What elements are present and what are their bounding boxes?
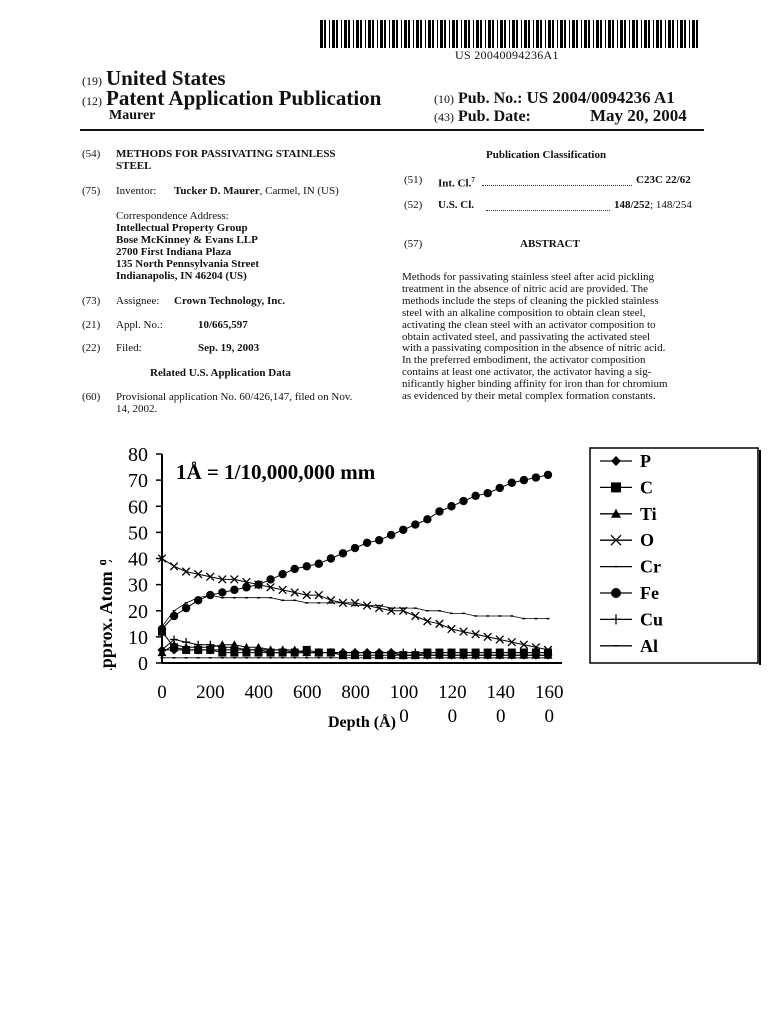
- barcode-bar: [377, 20, 378, 48]
- barcode-bar: [617, 20, 618, 48]
- legend-marker: [611, 588, 621, 598]
- abstract-body: [402, 272, 702, 403]
- data-point: [423, 515, 431, 523]
- abstract-line: activating the clean steel with an activator composition to: [402, 318, 656, 331]
- barcode-bar: [356, 20, 359, 48]
- barcode-bar: [344, 20, 347, 48]
- legend-label: O: [640, 530, 655, 551]
- barcode-bar: [401, 20, 402, 48]
- barcode-bar: [504, 20, 506, 48]
- inventor-name: Tucker D. Maurer: [174, 185, 260, 197]
- barcode-bar: [425, 20, 426, 48]
- data-point: [266, 575, 274, 583]
- abstract-line: steel with an alkaline composition to obtain clean steel,: [402, 306, 646, 319]
- barcode-bar: [336, 20, 338, 48]
- correspondence-line: 2700 First Indiana Plaza: [116, 246, 232, 258]
- data-point: [508, 479, 516, 487]
- barcode-bar: [461, 20, 462, 48]
- intcl-value: C23C 22/62: [636, 174, 691, 186]
- barcode-bar: [540, 20, 542, 48]
- intcl-label: [438, 174, 475, 191]
- barcode: [320, 20, 702, 50]
- barcode-bar: [564, 20, 566, 48]
- barcode-bar: [329, 20, 330, 48]
- assignee-code: (73): [82, 295, 101, 307]
- abstract-line: with a passivating composition in the absence of nitric acid.: [402, 342, 666, 355]
- barcode-bar: [324, 20, 326, 48]
- barcode-bar: [492, 20, 494, 48]
- correspondence-line: Bose McKinney & Evans LLP: [116, 234, 258, 246]
- y-tick-label: 0: [138, 653, 148, 675]
- data-point: [254, 580, 262, 588]
- data-point: [447, 502, 455, 510]
- barcode-bar: [456, 20, 458, 48]
- barcode-bar: [600, 20, 602, 48]
- barcode-bar: [437, 20, 438, 48]
- barcode-bar: [689, 20, 690, 48]
- abstract-line: methods include the steps of cleaning the pickled stainless: [402, 294, 659, 307]
- uscl-secondary: ; 148/254: [650, 199, 692, 211]
- data-point: [496, 484, 504, 492]
- barcode-bar: [536, 20, 539, 48]
- barcode-bar: [605, 20, 606, 48]
- x-tick-label: 600: [292, 682, 322, 703]
- data-point: [508, 638, 516, 646]
- data-point: [206, 573, 214, 581]
- barcode-bar: [644, 20, 647, 48]
- data-point: [484, 633, 492, 641]
- data-point: [182, 638, 190, 646]
- data-point: [327, 554, 335, 562]
- pub-class-heading: Publication Classification: [486, 149, 607, 161]
- data-point: [339, 549, 347, 557]
- y-tick-label: 30: [128, 574, 148, 597]
- series-line: [162, 595, 548, 626]
- barcode-bar: [641, 20, 642, 48]
- pub-no-label: Pub. No.:: [458, 90, 523, 107]
- series-cu: [158, 635, 552, 656]
- barcode-bar: [488, 20, 491, 48]
- abstract-line: obtain activated steel, and passivating the activated steel: [402, 330, 651, 343]
- barcode-bar: [416, 20, 419, 48]
- appl-label: Appl. No.:: [116, 319, 163, 331]
- barcode-bar: [368, 20, 371, 48]
- legend: [590, 448, 760, 665]
- barcode-bar: [593, 20, 594, 48]
- barcode-bar: [608, 20, 611, 48]
- barcode-bar: [548, 20, 551, 48]
- code-43: (43): [434, 110, 454, 124]
- publication-number-top: US 20040094236A1: [455, 48, 559, 62]
- data-point: [483, 489, 491, 497]
- intcl-leader: [482, 176, 632, 186]
- y-tick-label: 80: [128, 444, 148, 466]
- barcode-bar: [320, 20, 323, 48]
- barcode-bar: [668, 20, 671, 48]
- barcode-bar: [560, 20, 563, 48]
- inventor-location: , Carmel, IN (US): [259, 185, 339, 197]
- title-line-1: METHODS FOR PASSIVATING STAINLESS: [116, 148, 336, 160]
- y-tick-label: 60: [128, 496, 148, 519]
- inventor-code: (75): [82, 185, 101, 197]
- x-tick-label-continued: 0: [399, 706, 409, 727]
- filed-code: (22): [82, 342, 101, 354]
- barcode-bar: [569, 20, 570, 48]
- barcode-bar: [365, 20, 366, 48]
- barcode-bar: [332, 20, 335, 48]
- barcode-bar: [473, 20, 474, 48]
- barcode-bar: [696, 20, 698, 48]
- uscl-label: U.S. Cl.: [438, 199, 475, 211]
- barcode-bar: [516, 20, 518, 48]
- code-10: (10): [434, 92, 454, 106]
- barcode-bar: [521, 20, 522, 48]
- x-tick-label: 100: [389, 682, 419, 703]
- barcode-bar: [665, 20, 666, 48]
- barcode-bar: [509, 20, 510, 48]
- barcode-bar: [584, 20, 587, 48]
- barcode-bar: [372, 20, 374, 48]
- barcode-bar: [680, 20, 683, 48]
- barcode-bar: [353, 20, 354, 48]
- data-point: [291, 589, 299, 597]
- x-tick-label-continued: 0: [447, 706, 458, 727]
- appl-no: 10/665,597: [198, 319, 248, 331]
- barcode-bar: [684, 20, 686, 48]
- uscl-primary: 148/252: [614, 199, 651, 211]
- series-o: [158, 555, 552, 654]
- abstract-line: nificantly higher binding affinity for iron than for chromium: [402, 378, 668, 391]
- legend-label: Cr: [640, 556, 661, 577]
- pub-date-label: Pub. Date:: [458, 108, 531, 125]
- data-point: [472, 630, 480, 638]
- related-heading: Related U.S. Application Data: [150, 367, 291, 379]
- inventor-label: Inventor:: [116, 185, 157, 197]
- title-line-2: STEEL: [116, 160, 152, 172]
- scale-annotation: 1Å = 1/10,000,000 mm: [176, 460, 376, 484]
- data-point: [435, 507, 443, 515]
- legend-marker: [611, 482, 621, 492]
- barcode-bar: [408, 20, 410, 48]
- appl-code: (21): [82, 319, 101, 331]
- intcl-superscript: 7: [471, 176, 475, 184]
- data-point: [194, 596, 202, 604]
- barcode-bar: [428, 20, 431, 48]
- pub-number-line: [434, 88, 675, 108]
- barcode-bar: [432, 20, 434, 48]
- legend-label: Fe: [640, 583, 659, 603]
- legend-label: Al: [640, 635, 658, 656]
- data-point: [279, 586, 287, 594]
- barcode-bar: [677, 20, 678, 48]
- barcode-bar: [485, 20, 486, 48]
- data-point: [387, 531, 395, 539]
- barcode-bar: [648, 20, 650, 48]
- barcode-bar: [533, 20, 534, 48]
- code-12: (12): [82, 94, 102, 108]
- data-point: [471, 492, 479, 500]
- y-tick-label: 40: [128, 548, 148, 571]
- abstract-line: as evidenced by their metal complex formation constants.: [402, 390, 656, 403]
- data-point: [532, 473, 540, 481]
- x-tick-label: 200: [196, 682, 225, 703]
- correspondence-line: Indianapolis, IN 46204 (US): [116, 270, 247, 282]
- legend-label: P: [640, 451, 651, 471]
- barcode-bar: [576, 20, 578, 48]
- filed-date: Sep. 19, 2003: [198, 342, 260, 354]
- pub-date: May 20, 2004: [590, 106, 687, 125]
- barcode-bar: [545, 20, 546, 48]
- barcode-bar: [500, 20, 503, 48]
- correspondence-line: 135 North Pennsylvania Street: [116, 258, 260, 270]
- x-tick-label-continued: 0: [496, 706, 506, 727]
- barcode-bar: [557, 20, 558, 48]
- barcode-bar: [389, 20, 390, 48]
- barcode-bar: [596, 20, 599, 48]
- uscl-leader: [486, 201, 610, 211]
- pub-no: US 2004/0094236 A1: [526, 88, 675, 107]
- data-point: [278, 570, 286, 578]
- barcode-bar: [464, 20, 467, 48]
- provisional-line-2: 14, 2002.: [116, 403, 158, 415]
- provisional-code: (60): [82, 391, 101, 403]
- y-axis-label-svg: [90, 560, 120, 670]
- series-layer: [158, 471, 553, 660]
- x-tick-label: 140: [486, 682, 516, 703]
- legend-label: C: [640, 477, 653, 498]
- document-type: Patent Application Publication: [106, 86, 382, 110]
- data-point: [170, 612, 178, 620]
- abstract-line: In the preferred embodiment, the activator composition: [402, 354, 646, 367]
- correspondence-label: Correspondence Address:: [116, 210, 229, 222]
- data-point: [399, 526, 407, 534]
- data-point: [170, 563, 178, 571]
- data-point: [351, 544, 359, 552]
- abstract-code: (57): [404, 238, 423, 250]
- barcode-bar: [440, 20, 443, 48]
- assignee-label: Assignee:: [116, 295, 160, 307]
- legend-label: Cu: [640, 609, 664, 630]
- y-tick-label: 20: [128, 600, 148, 623]
- data-point: [436, 620, 444, 628]
- data-point: [242, 583, 250, 591]
- barcode-bar: [572, 20, 575, 48]
- series-cr: [161, 595, 550, 626]
- data-point: [315, 560, 323, 568]
- barcode-bar: [360, 20, 362, 48]
- barcode-bar: [468, 20, 470, 48]
- header-rule: [80, 129, 704, 131]
- code-19: (19): [82, 74, 102, 88]
- data-point: [520, 641, 528, 649]
- filed-label: Filed:: [116, 342, 142, 354]
- data-point: [544, 471, 552, 479]
- inventor-surname: Maurer: [109, 108, 156, 123]
- uscl-code: (52): [404, 199, 423, 211]
- barcode-bar: [528, 20, 530, 48]
- barcode-bar: [660, 20, 662, 48]
- data-point: [412, 612, 420, 620]
- barcode-bar: [620, 20, 623, 48]
- assignee: Crown Technology, Inc.: [174, 295, 286, 307]
- barcode-bar: [413, 20, 414, 48]
- pub-date-line: [434, 108, 531, 126]
- data-point: [158, 625, 166, 633]
- barcode-bar: [588, 20, 590, 48]
- data-point: [459, 497, 467, 505]
- barcode-bar: [512, 20, 515, 48]
- barcode-bar: [404, 20, 407, 48]
- data-point: [303, 562, 311, 570]
- intcl-code: (51): [404, 174, 423, 186]
- data-point: [218, 588, 226, 596]
- barcode-bar: [629, 20, 630, 48]
- x-tick-label: 120: [438, 682, 467, 703]
- barcode-bar: [392, 20, 395, 48]
- series-fe: [158, 471, 552, 634]
- data-point: [375, 536, 383, 544]
- barcode-bar: [636, 20, 638, 48]
- barcode-bar: [581, 20, 582, 48]
- barcode-bar: [624, 20, 626, 48]
- x-tick-label-continued: 0: [544, 706, 554, 727]
- barcode-bar: [396, 20, 398, 48]
- series-line: [162, 559, 548, 650]
- legend-frame: [590, 448, 758, 663]
- y-tick-label: 10: [128, 626, 148, 649]
- inventor-entry: [174, 185, 339, 198]
- data-point: [290, 565, 298, 573]
- abstract-line: treatment in the absence of nitric acid are provided. The: [402, 282, 648, 295]
- data-point: [194, 570, 202, 578]
- correspondence-line: Intellectual Property Group: [116, 222, 248, 234]
- data-point: [182, 604, 190, 612]
- data-point: [411, 520, 419, 528]
- title-code: (54): [82, 148, 101, 160]
- abstract-heading: ABSTRACT: [520, 238, 580, 250]
- barcode-bar: [384, 20, 386, 48]
- y-axis-label: Approx. Atom %: [96, 560, 116, 670]
- y-axis-label-wrap: [90, 560, 120, 670]
- data-point: [424, 617, 432, 625]
- y-tick-labels: [128, 444, 148, 675]
- barcode-bar: [653, 20, 654, 48]
- data-point: [520, 476, 528, 484]
- barcode-bar: [632, 20, 635, 48]
- barcode-bar: [552, 20, 554, 48]
- y-tick-label: 70: [128, 470, 148, 493]
- barcode-bar: [692, 20, 695, 48]
- barcode-bar: [672, 20, 674, 48]
- y-tick-label: 50: [128, 522, 148, 545]
- barcode-bar: [476, 20, 479, 48]
- legend-label: Ti: [640, 503, 657, 524]
- data-point: [267, 583, 275, 591]
- barcode-bar: [480, 20, 482, 48]
- abstract-line: Methods for passivating stainless steel after acid pickling: [402, 271, 655, 283]
- data-point: [363, 539, 371, 547]
- barcode-bar: [380, 20, 383, 48]
- uscl-value: [614, 199, 692, 212]
- data-point: [206, 591, 214, 599]
- x-tick-label: 160: [534, 682, 564, 703]
- barcode-bar: [341, 20, 342, 48]
- abstract-line: contains at least one activator, the activator having a sig-: [402, 366, 652, 379]
- barcode-bar: [348, 20, 350, 48]
- data-point: [448, 625, 456, 633]
- barcode-bar: [452, 20, 455, 48]
- country: United States: [106, 66, 226, 90]
- barcode-bar: [524, 20, 527, 48]
- x-tick-label: 400: [244, 682, 274, 703]
- intcl-label-text: Int. Cl.: [438, 177, 472, 190]
- data-point: [460, 628, 468, 636]
- data-point: [230, 586, 238, 594]
- x-tick-label: 0: [157, 682, 167, 703]
- data-point: [182, 568, 190, 576]
- barcode-bar: [612, 20, 614, 48]
- barcode-bar: [497, 20, 498, 48]
- provisional-line-1: Provisional application No. 60/426,147, filed on Nov.: [116, 391, 353, 403]
- data-point: [496, 636, 504, 644]
- x-axis-label: Depth (Å): [328, 714, 396, 731]
- barcode-bar: [449, 20, 450, 48]
- barcode-bar: [420, 20, 422, 48]
- x-tick-label: 800: [341, 682, 370, 703]
- barcode-bar: [656, 20, 659, 48]
- barcode-bar: [444, 20, 446, 48]
